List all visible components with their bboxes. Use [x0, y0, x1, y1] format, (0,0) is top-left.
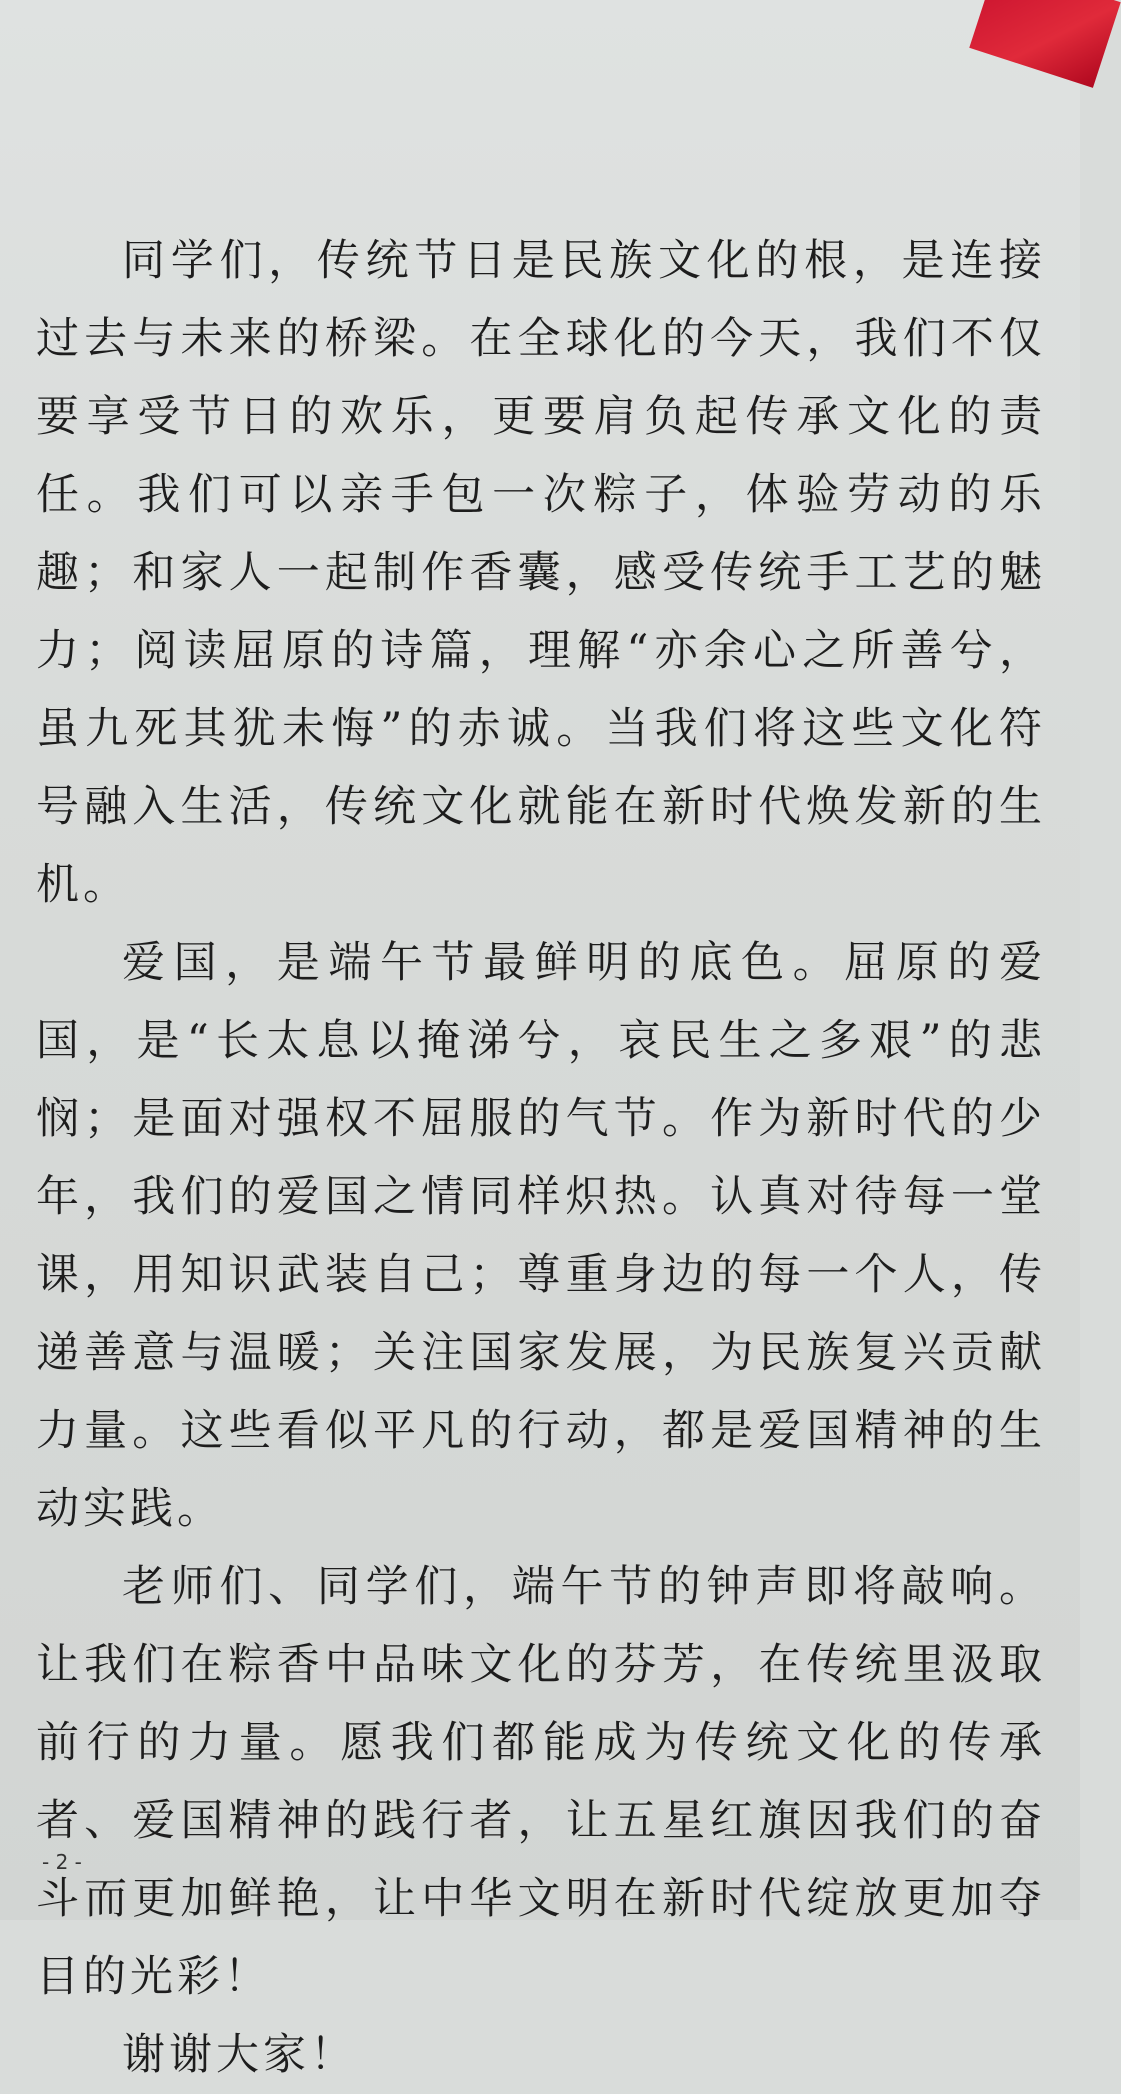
page-number: - 2 -	[42, 1850, 82, 1874]
red-ribbon-corner	[969, 0, 1120, 88]
closing-thanks: 谢谢大家！	[122, 2030, 357, 2080]
speech-body	[36, 222, 1046, 2094]
paragraph-tradition: 同学们，传统节日是民族文化的根，是连接过去与未来的桥梁。在全球化的今天，我们不仅要享受节日的欢乐，更要肩负起传承文化的责任。我们可以亲手包一次粽子，体验劳动的乐趣；和家人一起制作香囊，感受传统手工艺的魅力；阅读屈原的诗篇，理解“亦余心之所善兮，虽九死其犹未悔”的赤诚。当我们将这些文化符号融入生活，传统文化就能在新时代焕发新的生机。	[36, 236, 1046, 910]
paragraph-patriotism: 爱国，是端午节最鲜明的底色。屈原的爱国，是“长太息以掩涕兮，哀民生之多艰”的悲悯；是面对强权不屈服的气节。作为新时代的少年，我们的爱国之情同样炽热。认真对待每一堂课，用知识武装自己；尊重身边的每一个人，传递善意与温暖；关注国家发展，为民族复兴贡献力量。这些看似平凡的行动，都是爱国精神的生动实践。	[36, 938, 1046, 1534]
paragraph-call-to-action: 老师们、同学们，端午节的钟声即将敲响。让我们在粽香中品味文化的芬芳，在传统里汲取前行的力量。愿我们都能成为传统文化的传承者、爱国精神的践行者，让五星红旗因我们的奋斗而更加鲜艳，让中华文明在新时代绽放更加夺目的光彩！	[36, 1562, 1046, 2002]
